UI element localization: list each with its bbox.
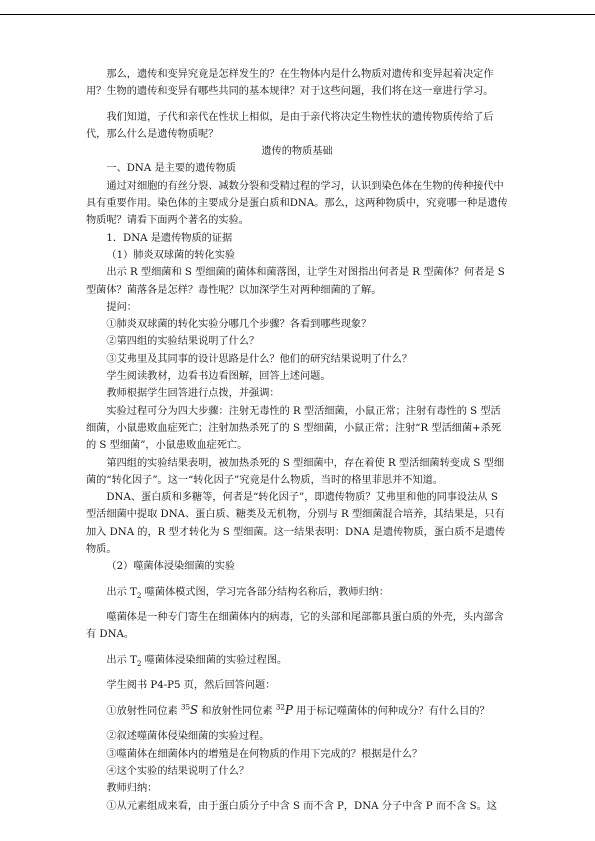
question-item-2: ②第四组的实验结果说明了什么？ [106, 336, 260, 348]
student-reading-note: 学生阅读教材，边看书边看图解，回答上述问题。 [106, 371, 331, 383]
phage-question-4: ④这个实验的结果说明了什么？ [106, 765, 250, 777]
phage-infection-paragraph [86, 652, 508, 669]
subsection-heading-dna: 一、DNA 是主要的遗传物质 [106, 163, 236, 175]
intro-paragraph-2: 我们知道，子代和亲代在性状上相似，是由于亲代将决定生物性状的遗传物质传给了后代，那么什么是遗传物质呢？ [86, 111, 494, 140]
intro-paragraph-1: 那么，遗传和变异究竟是怎样发生的？在生物体内是什么物质对遗传和变异起着决定作用？生物的遗传和变异有哪些共同的基本规律？对于这些问题，我们将在这一章进行学习。 [86, 69, 494, 98]
heading-phage-experiment: （2）噬菌体浸染细菌的实验 [106, 561, 236, 573]
isotope-text-a: ①放射性同位素 [106, 706, 181, 718]
phage-model-paragraph [86, 584, 508, 601]
body-paragraph-fourth-group: 第四组的实验结果表明，被加热杀死的 S 型细菌中，存在着使 R 型活细菌转变成 S 型细菌的“转化因子”。这一“转化因子”究竟是什么物质，当时的格里菲思并不知道。 [86, 457, 505, 486]
student-reading-pages: 学生阅书 P4-P5 页，然后回答问题： [106, 679, 276, 691]
phage-model-subscript: 2 [136, 590, 142, 600]
phage-infection-text-pre: 出示 T [106, 654, 137, 666]
body-paragraph-avery: DNA、蛋白质和多糖等，何者是“转化因子”，即遗传物质？艾弗里和他的同事设法从 S 型活细菌中提取 DNA、蛋白质、糖类及无机物，分别与 R 型细菌混合培养，其结果是，只有加入 DNA 的，R 型才转化为 S 型细菌。这一结果表明：DNA 是遗传物质，蛋白质不是遗传物质。 [86, 492, 506, 556]
isotope-symbol-s: S [190, 703, 199, 718]
isotope-question [86, 702, 508, 720]
phage-description-paragraph: 噬菌体是一种专门寄生在细菌体内的病毒，它的头部和尾部都具蛋白质的外壳，头内部含有 DNA。 [86, 611, 504, 641]
phage-question-3: ③噬菌体在细菌体内的增殖是在何物质的作用下完成的？根据是什么？ [106, 748, 423, 760]
body-paragraph-chromosome: 通过对细胞的有丝分裂、减数分裂和受精过程的学习，认识到染色体在生物的传种接代中具有重要作用。染色体的主要成分是蛋白质和DNA。那么，这两种物质中，究竟哪一种是遗传物质呢？请看下面两个著名的实验。 [86, 180, 508, 227]
section-heading: 遗传的物质基础 [261, 146, 333, 158]
body-paragraph-bacteria-figure: 出示 R 型细菌和 S 型细菌的菌体和菌落图，让学生对图指出何者是 R 型菌体？何者是 S 型菌体？菌落各是怎样？毒性呢？以加深学生对两种细菌的了解。 [86, 267, 508, 296]
page-top-rule [0, 14, 595, 15]
heading-transformation-experiment: （1）肺炎双球菌的转化实验 [106, 249, 236, 261]
isotope-sup-32: 32 [275, 702, 285, 712]
phage-infection-text-post: 噬菌体浸染细菌的实验过程图。 [141, 654, 288, 666]
phage-question-2: ②叙述噬菌体侵染细菌的实验过程。 [106, 731, 270, 743]
phage-model-text-pre: 出示 T [106, 586, 137, 598]
body-paragraph-four-steps: 实验过程可分为四大步骤：注射无毒性的 R 型活细菌，小鼠正常；注射有毒性的 S 型活细菌，小鼠患败血症死亡；注射加热杀死了的 S 型细菌，小鼠正常；注射“R 型活细菌+杀死的 S 型细菌”，小鼠患败血症死亡。 [86, 405, 502, 452]
isotope-sup-35: 35 [180, 702, 191, 712]
question-item-1: ①肺炎双球菌的转化实验分哪几个步骤？各看到哪些现象？ [106, 319, 372, 331]
teacher-summary-item-1: ①从元素组成来看，由于蛋白质分子中含 S 而不含 P，DNA 分子中含 P 而不含 S。这 [106, 800, 497, 812]
question-item-3: ③艾弗里及其同事的设计思路是什么？他们的研究结果说明了什么？ [106, 353, 413, 365]
heading-dna-evidence: 1．DNA 是遗传物质的证据 [106, 232, 233, 244]
isotope-symbol-p: P [284, 703, 293, 718]
phage-model-text-post: 噬菌体模式图，学习完各部分结构名称后，教师归纳： [141, 586, 390, 598]
question-label: 提问： [106, 301, 137, 313]
isotope-text-c: 用于标记噬菌体的何种成分？有什么目的？ [292, 706, 490, 718]
isotope-text-b: 和放射性同位素 [198, 706, 276, 718]
teacher-summary-label: 教师归纳： [106, 783, 158, 795]
phage-infection-subscript: 2 [136, 658, 142, 668]
teacher-note: 教师根据学生回答进行点拨，并强调： [106, 388, 280, 400]
document-body [86, 66, 508, 815]
